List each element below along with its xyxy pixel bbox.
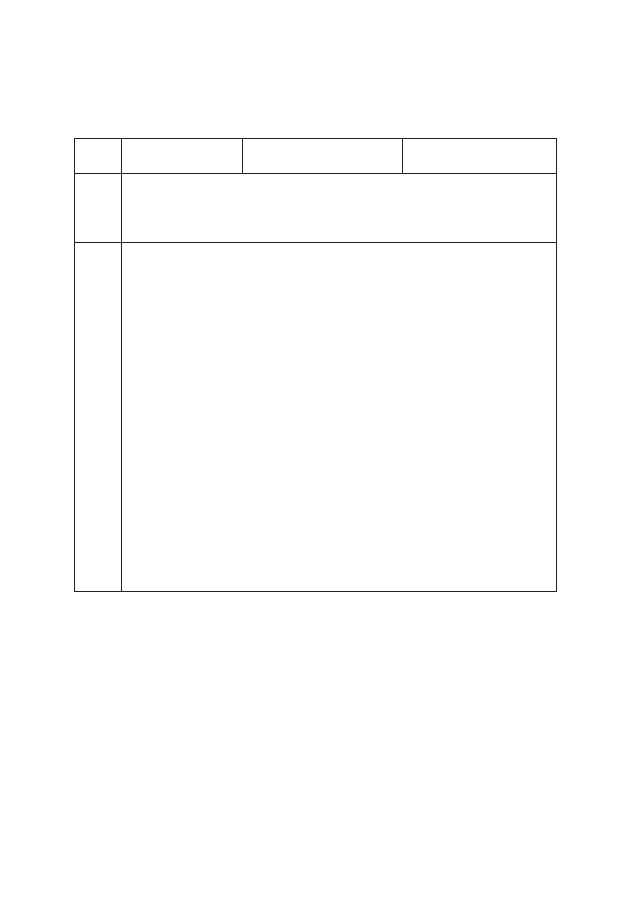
book-count-value-field[interactable] [403, 139, 557, 174]
subject-row [75, 139, 557, 174]
report-table [74, 138, 557, 609]
policy-row [75, 243, 557, 592]
books-header-row [75, 592, 557, 609]
subject-label [75, 139, 122, 174]
policy-value-field[interactable] [122, 243, 557, 592]
member-value-field[interactable] [122, 174, 557, 243]
member-row [75, 174, 557, 243]
subject-value-field[interactable] [122, 139, 243, 174]
member-label [75, 174, 122, 243]
policy-label [75, 243, 122, 592]
book-count-label [243, 139, 403, 174]
